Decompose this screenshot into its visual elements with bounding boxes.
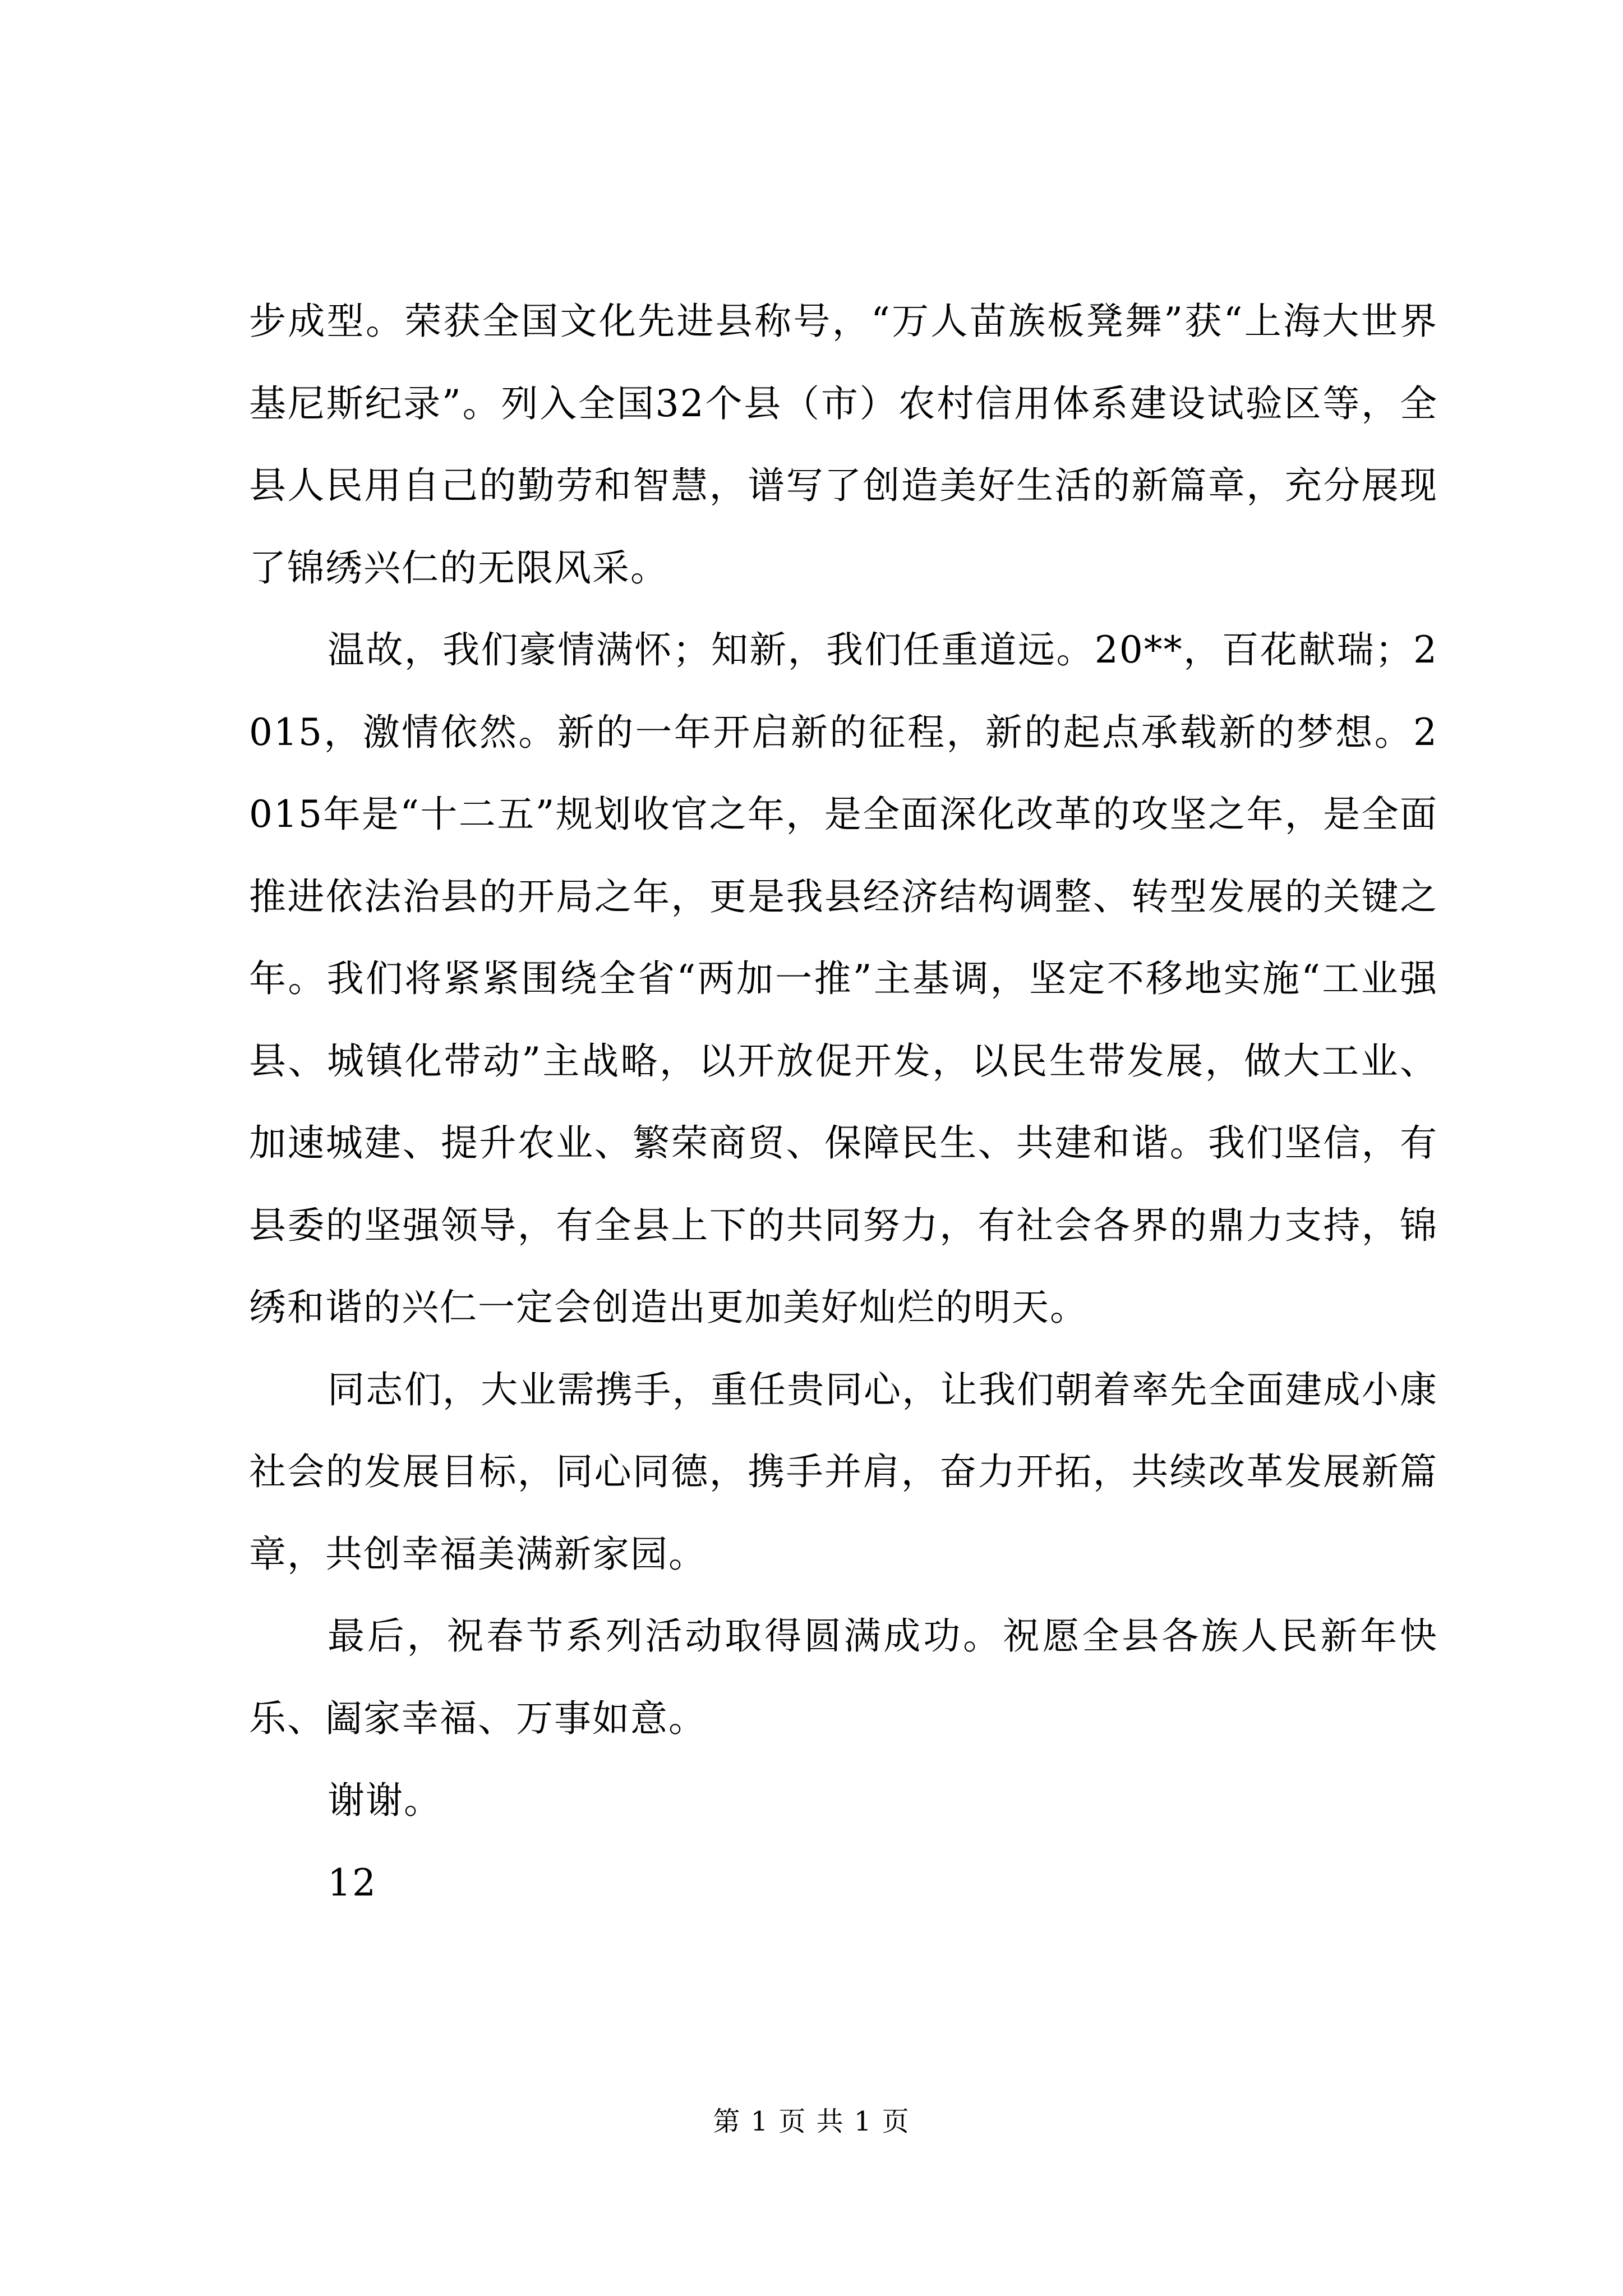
document-body [249,280,1438,1924]
paragraph-4: 最后，祝春节系列活动取得圆满成功。祝愿全县各族人民新年快乐、阖家幸福、万事如意。 [249,1614,1438,1740]
page-footer: 第 1 页 共 1 页 [713,2106,910,2137]
paragraph-5: 谢谢。 [328,1779,442,1822]
paragraph-2: 温故，我们豪情满怀；知新，我们任重道远。20**，百花献瑞；2015，激情依然。新的一年开启新的征程，新的起点承载新的梦想。2015年是“十二五”规划收官之年，是全面深化改革的攻坚之年，是全面推进依法治县的开局之年，更是我县经济结构调整、转型发展的关键之年。我们将紧紧围绕全省“两加一推”主基调，坚定不移地实施“工业强县、城镇化带动”主战略，以开放促开发，以民生带发展，做大工业、加速城建、提升农业、繁荣商贸、保障民生、共建和谐。我们坚信，有县委的坚强领导，有全县上下的共同努力，有社会各界的鼎力支持，锦绣和谐的兴仁一定会创造出更加美好灿烂的明天。 [249,628,1438,1329]
paragraph-6: 12 [328,1861,377,1904]
paragraph-3: 同志们，大业需携手，重任贵同心，让我们朝着率先全面建成小康社会的发展目标，同心同德，携手并肩，奋力开拓，共续改革发展新篇章，共创幸福美满新家园。 [249,1368,1438,1576]
paragraph-1: 步成型。荣获全国文化先进县称号，“万人苗族板凳舞”获“上海大世界基尼斯纪录”。列入全国32个县（市）农村信用体系建设试验区等，全县人民用自己的勤劳和智慧，谱写了创造美好生活的新篇章，充分展现了锦绣兴仁的无限风采。 [249,300,1438,590]
